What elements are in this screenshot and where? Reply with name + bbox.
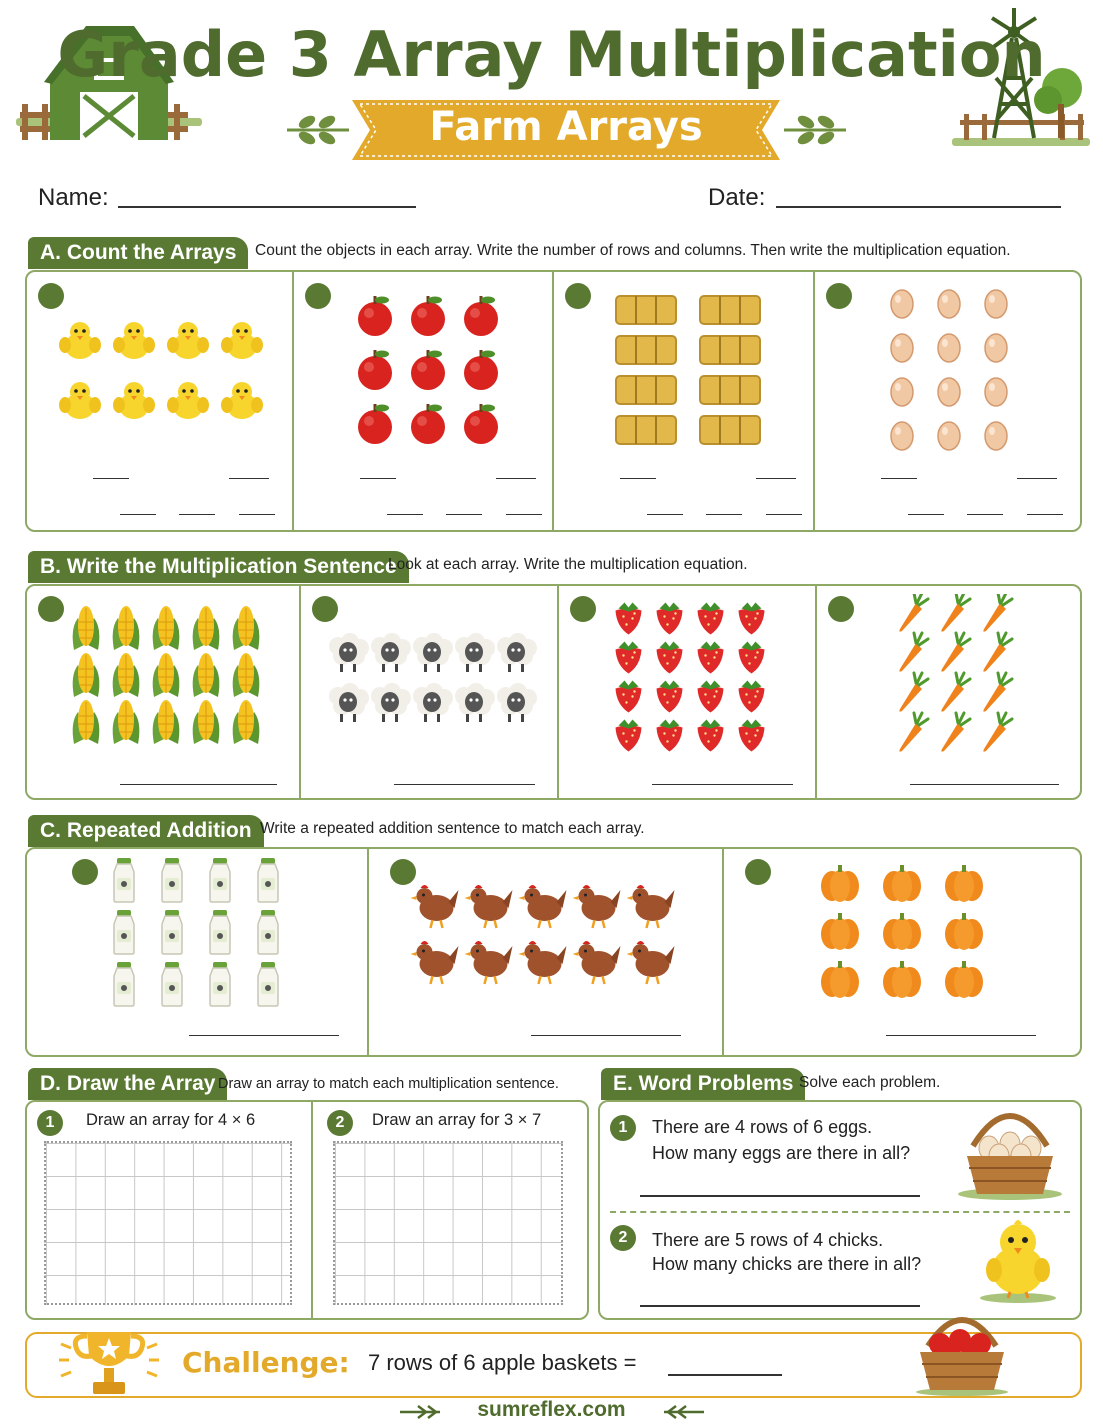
carrot-icon xyxy=(899,713,928,752)
word-problem-2-line2: How many chicks are there in all? xyxy=(652,1254,922,1274)
corn-icon xyxy=(233,700,260,744)
carrot-icon xyxy=(941,713,970,752)
section-b-title: B. Write the Multiplication Sentence xyxy=(28,551,409,583)
strawberry-icon xyxy=(698,603,724,635)
equation-product[interactable] xyxy=(766,514,802,515)
draw-grid-1[interactable] xyxy=(44,1141,292,1305)
hay-bale-icon xyxy=(616,296,676,324)
apple-icon xyxy=(358,296,392,336)
sentence-item-2-array xyxy=(304,594,560,756)
hay-bale-icon xyxy=(700,376,760,404)
sentence-item-4-array xyxy=(820,594,1084,756)
corn-icon xyxy=(233,653,260,697)
carrot-icon xyxy=(899,594,928,632)
apple-basket-icon xyxy=(912,1306,1012,1396)
equation-answer[interactable] xyxy=(652,784,793,785)
egg-icon xyxy=(891,378,913,406)
equation-factor-1[interactable] xyxy=(647,514,683,515)
strawberry-icon xyxy=(698,720,724,752)
apple-icon xyxy=(464,350,498,390)
corn-icon xyxy=(113,700,140,744)
draw-item-1-prompt: Draw an array for 4 × 6 xyxy=(86,1111,256,1129)
carrot-icon xyxy=(983,633,1012,672)
pumpkin-icon xyxy=(883,961,921,998)
repeated-addition-answer[interactable] xyxy=(189,1035,339,1036)
draw-item-1-number: 1 xyxy=(37,1110,63,1136)
chick-icon xyxy=(113,322,155,359)
corn-icon xyxy=(73,606,100,650)
draw-grid-2[interactable] xyxy=(333,1141,563,1305)
word-problem-2-answer[interactable] xyxy=(640,1305,920,1307)
hay-bale-icon xyxy=(616,376,676,404)
hen-icon xyxy=(519,941,567,984)
corn-icon xyxy=(73,653,100,697)
equation-product[interactable] xyxy=(239,514,275,515)
chick-icon xyxy=(221,322,263,359)
sheep-icon xyxy=(371,633,411,672)
word-problem-1-line2: How many eggs are there in all? xyxy=(652,1143,911,1163)
count-item-4-array xyxy=(824,285,1074,455)
columns-answer[interactable] xyxy=(756,478,796,479)
hay-bale-icon xyxy=(616,336,676,364)
rows-answer[interactable] xyxy=(620,478,656,479)
egg-basket-icon xyxy=(955,1106,1065,1200)
hen-icon xyxy=(411,941,459,984)
chick-icon xyxy=(113,382,155,419)
strawberry-icon xyxy=(657,681,683,713)
pumpkin-icon xyxy=(883,913,921,950)
carrot-icon xyxy=(983,594,1012,632)
strawberry-icon xyxy=(698,642,724,674)
milk-bottle-icon xyxy=(258,962,278,1006)
carrot-icon xyxy=(941,633,970,672)
corn-icon xyxy=(193,700,220,744)
chick-icon xyxy=(221,382,263,419)
count-item-1-array xyxy=(36,285,286,455)
repeated-addition-answer[interactable] xyxy=(886,1035,1036,1036)
strawberry-icon xyxy=(739,681,765,713)
section-b-instruction: Look at each array. Write the multiplication equation. xyxy=(388,556,748,573)
rows-answer[interactable] xyxy=(93,478,129,479)
corn-icon xyxy=(153,700,180,744)
equation-factor-1[interactable] xyxy=(120,514,156,515)
corn-icon xyxy=(233,606,260,650)
hay-bale-icon xyxy=(700,416,760,444)
trophy-icon xyxy=(55,1326,163,1398)
sheep-icon xyxy=(455,683,495,722)
name-label: Name: xyxy=(38,184,109,211)
strawberry-icon xyxy=(657,720,683,752)
carrot-icon xyxy=(941,594,970,632)
milk-bottle-icon xyxy=(210,858,230,902)
addition-item-2-array xyxy=(368,856,721,1008)
hen-icon xyxy=(519,885,567,928)
pumpkin-icon xyxy=(821,865,859,902)
addition-item-1-array xyxy=(26,856,366,1008)
sheep-icon xyxy=(413,683,453,722)
section-c-title: C. Repeated Addition xyxy=(28,815,264,847)
equation-product[interactable] xyxy=(506,514,542,515)
word-problem-1-number: 1 xyxy=(610,1115,636,1141)
chick-icon xyxy=(59,322,101,359)
corn-icon xyxy=(113,606,140,650)
section-d-instruction: Draw an array to match each multiplication sentence. xyxy=(218,1076,559,1092)
egg-icon xyxy=(938,334,960,362)
egg-icon xyxy=(985,334,1007,362)
section-d-title: D. Draw the Array xyxy=(28,1068,227,1100)
strawberry-icon xyxy=(616,642,642,674)
word-problem-2-number: 2 xyxy=(610,1225,636,1251)
egg-icon xyxy=(985,422,1007,450)
milk-bottle-icon xyxy=(162,910,182,954)
milk-bottle-icon xyxy=(162,858,182,902)
equation-factor-2[interactable] xyxy=(967,514,1003,515)
carrot-icon xyxy=(899,633,928,672)
strawberry-icon xyxy=(616,681,642,713)
sheep-icon xyxy=(371,683,411,722)
strawberry-icon xyxy=(739,720,765,752)
egg-icon xyxy=(891,334,913,362)
milk-bottle-icon xyxy=(162,962,182,1006)
equation-factor-2[interactable] xyxy=(446,514,482,515)
milk-bottle-icon xyxy=(210,962,230,1006)
apple-icon xyxy=(464,296,498,336)
equation-product[interactable] xyxy=(1027,514,1063,515)
equation-answer[interactable] xyxy=(120,784,277,785)
hen-icon xyxy=(627,885,675,928)
corn-icon xyxy=(193,653,220,697)
egg-icon xyxy=(938,378,960,406)
footer-site: sumreflex.com xyxy=(477,1398,626,1421)
sheep-icon xyxy=(497,683,537,722)
columns-answer[interactable] xyxy=(1017,478,1057,479)
egg-icon xyxy=(985,290,1007,318)
equation-factor-2[interactable] xyxy=(179,514,215,515)
milk-bottle-icon xyxy=(258,910,278,954)
equation-factor-1[interactable] xyxy=(908,514,944,515)
word-problem-1-line1: There are 4 rows of 6 eggs. xyxy=(652,1117,873,1137)
challenge-text: 7 rows of 6 apple baskets = xyxy=(368,1350,637,1375)
milk-bottle-icon xyxy=(258,858,278,902)
chick-icon xyxy=(978,1218,1058,1304)
sentence-item-1-array xyxy=(30,594,302,756)
equation-answer[interactable] xyxy=(394,784,535,785)
draw-item-2-number: 2 xyxy=(327,1110,353,1136)
milk-bottle-icon xyxy=(114,962,134,1006)
apple-icon xyxy=(464,404,498,444)
corn-icon xyxy=(153,606,180,650)
columns-answer[interactable] xyxy=(229,478,269,479)
sheep-icon xyxy=(455,633,495,672)
egg-icon xyxy=(985,378,1007,406)
pumpkin-icon xyxy=(821,961,859,998)
carrot-icon xyxy=(983,713,1012,752)
strawberry-icon xyxy=(616,720,642,752)
rows-answer[interactable] xyxy=(360,478,396,479)
carrot-icon xyxy=(941,673,970,712)
corn-icon xyxy=(73,700,100,744)
pumpkin-icon xyxy=(945,961,983,998)
section-a-instruction: Count the objects in each array. Write the number of rows and columns. Then write the multiplication equation. xyxy=(255,242,1011,259)
hay-bale-icon xyxy=(700,296,760,324)
name-field[interactable] xyxy=(118,206,416,208)
repeated-addition-answer[interactable] xyxy=(531,1035,681,1036)
count-item-2-array xyxy=(303,285,553,455)
hay-bale-icon xyxy=(616,416,676,444)
sheep-icon xyxy=(413,633,453,672)
apple-icon xyxy=(411,296,445,336)
hen-icon xyxy=(573,885,621,928)
page-subtitle: Farm Arrays xyxy=(429,104,703,150)
corn-icon xyxy=(113,653,140,697)
divider xyxy=(813,272,815,530)
pumpkin-icon xyxy=(883,865,921,902)
date-field[interactable] xyxy=(776,206,1061,208)
egg-icon xyxy=(891,422,913,450)
date-label: Date: xyxy=(708,184,766,211)
challenge-answer[interactable] xyxy=(668,1374,782,1376)
egg-icon xyxy=(938,422,960,450)
word-problem-2-line1: There are 5 rows of 4 chicks. xyxy=(652,1230,884,1250)
hen-icon xyxy=(627,941,675,984)
carrot-icon xyxy=(983,673,1012,712)
egg-icon xyxy=(891,290,913,318)
count-item-3-array xyxy=(563,285,813,455)
chick-icon xyxy=(167,382,209,419)
chick-icon xyxy=(167,322,209,359)
pumpkin-icon xyxy=(945,913,983,950)
page-title: Grade 3 Array Multiplication xyxy=(57,18,1046,91)
milk-bottle-icon xyxy=(114,858,134,902)
word-problem-1-answer[interactable] xyxy=(640,1195,920,1197)
apple-icon xyxy=(411,404,445,444)
milk-bottle-icon xyxy=(210,910,230,954)
divider xyxy=(610,1211,1070,1213)
pumpkin-icon xyxy=(821,913,859,950)
sentence-item-3-array xyxy=(562,594,818,756)
carrot-icon xyxy=(899,673,928,712)
section-a-title: A. Count the Arrays xyxy=(28,237,248,269)
equation-answer[interactable] xyxy=(910,784,1059,785)
hen-icon xyxy=(573,941,621,984)
sheep-icon xyxy=(329,683,369,722)
sheep-icon xyxy=(329,633,369,672)
corn-icon xyxy=(193,606,220,650)
strawberry-icon xyxy=(739,603,765,635)
draw-item-2-prompt: Draw an array for 3 × 7 xyxy=(372,1111,542,1129)
strawberry-icon xyxy=(616,603,642,635)
apple-icon xyxy=(358,404,392,444)
sheep-icon xyxy=(497,633,537,672)
apple-icon xyxy=(411,350,445,390)
leaf-sprig-left-icon xyxy=(285,112,351,148)
strawberry-icon xyxy=(698,681,724,713)
footer-sprig-right-icon xyxy=(662,1404,706,1420)
pumpkin-icon xyxy=(945,865,983,902)
section-e-title: E. Word Problems xyxy=(601,1068,805,1100)
milk-bottle-icon xyxy=(114,910,134,954)
divider xyxy=(311,1102,313,1318)
strawberry-icon xyxy=(657,642,683,674)
egg-icon xyxy=(938,290,960,318)
columns-answer[interactable] xyxy=(496,478,536,479)
hay-bale-icon xyxy=(700,336,760,364)
strawberry-icon xyxy=(739,642,765,674)
leaf-sprig-right-icon xyxy=(782,112,848,148)
apple-icon xyxy=(358,350,392,390)
equation-factor-2[interactable] xyxy=(706,514,742,515)
corn-icon xyxy=(153,653,180,697)
strawberry-icon xyxy=(657,603,683,635)
hen-icon xyxy=(465,941,513,984)
addition-item-3-array xyxy=(723,856,1081,1008)
section-c-instruction: Write a repeated addition sentence to match each array. xyxy=(260,820,645,837)
section-e-instruction: Solve each problem. xyxy=(799,1074,941,1091)
hen-icon xyxy=(411,885,459,928)
equation-factor-1[interactable] xyxy=(387,514,423,515)
chick-icon xyxy=(59,382,101,419)
hen-icon xyxy=(465,885,513,928)
challenge-label: Challenge: xyxy=(182,1346,350,1379)
rows-answer[interactable] xyxy=(881,478,917,479)
divider xyxy=(292,272,294,530)
